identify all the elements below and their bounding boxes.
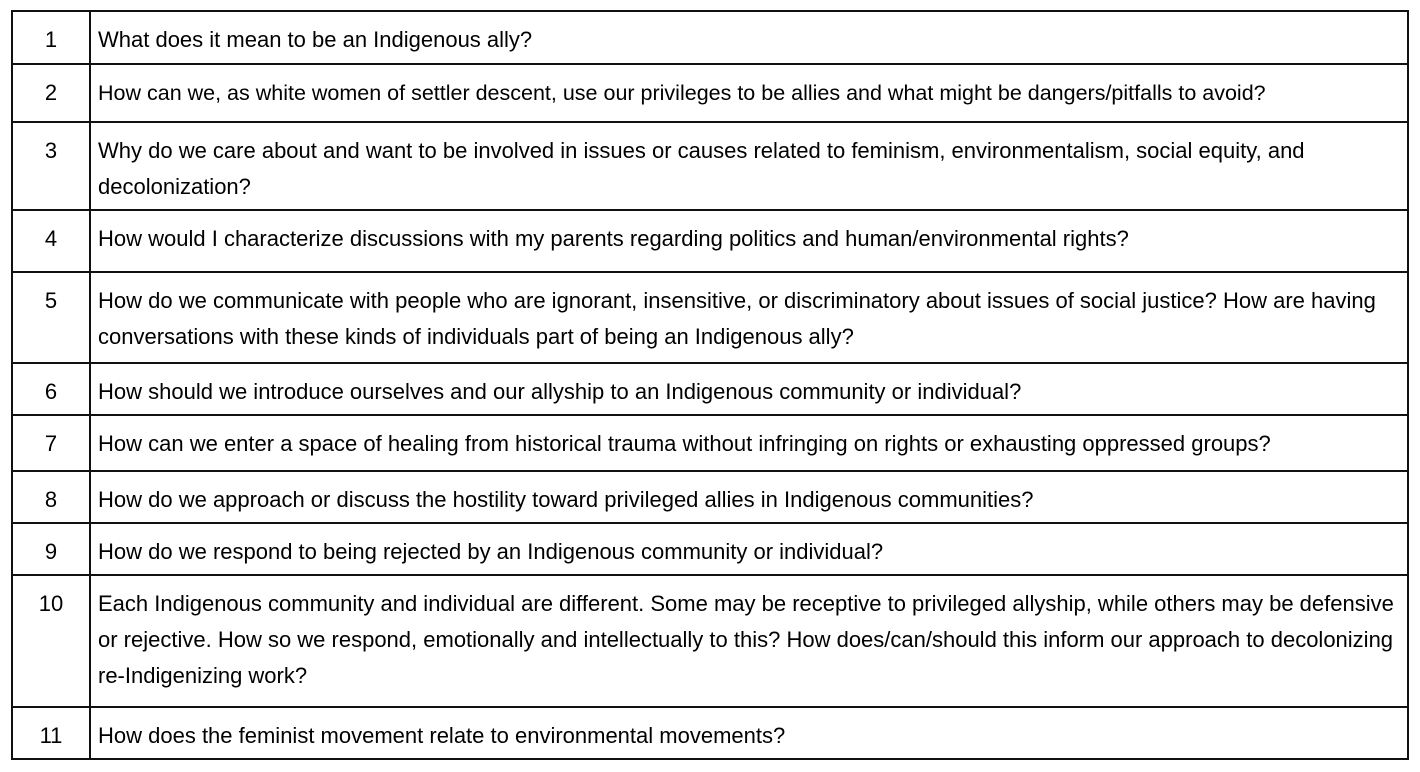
row-number: 2 xyxy=(12,64,90,122)
question-text: How can we, as white women of settler descent, use our privileges to be allies and what might be dangers/pitfalls to avoid? xyxy=(90,64,1408,122)
table-row xyxy=(12,575,1408,707)
table-row xyxy=(12,272,1408,363)
row-number: 10 xyxy=(12,575,90,707)
table-row xyxy=(12,11,1408,64)
question-text: Each Indigenous community and individual are different. Some may be receptive to privileged allyship, while others may be defensive or rejective. How so we respond, emotionally and intellectually to this? How does/can/should this inform our approach to decolonizing re-Indigenizing work? xyxy=(90,575,1408,707)
questions-table xyxy=(11,10,1409,760)
question-text: How do we communicate with people who are ignorant, insensitive, or discriminatory about issues of social justice? How are having conversations with these kinds of individuals part of being an Indigenous ally? xyxy=(90,272,1408,363)
table-row xyxy=(12,415,1408,471)
table-row xyxy=(12,64,1408,122)
question-text: How do we approach or discuss the hostility toward privileged allies in Indigenous communities? xyxy=(90,471,1408,523)
row-number: 8 xyxy=(12,471,90,523)
question-text: How does the feminist movement relate to environmental movements? xyxy=(90,707,1408,759)
row-number: 5 xyxy=(12,272,90,363)
row-number: 11 xyxy=(12,707,90,759)
row-number: 9 xyxy=(12,523,90,575)
question-text: How should we introduce ourselves and our allyship to an Indigenous community or individual? xyxy=(90,363,1408,415)
row-number: 4 xyxy=(12,210,90,272)
question-text: How can we enter a space of healing from historical trauma without infringing on rights or exhausting oppressed groups? xyxy=(90,415,1408,471)
row-number: 7 xyxy=(12,415,90,471)
table-row xyxy=(12,122,1408,210)
row-number: 6 xyxy=(12,363,90,415)
question-text: What does it mean to be an Indigenous ally? xyxy=(90,11,1408,64)
table-row xyxy=(12,471,1408,523)
row-number: 1 xyxy=(12,11,90,64)
question-text: Why do we care about and want to be involved in issues or causes related to feminism, environmentalism, social equity, and decolonization? xyxy=(90,122,1408,210)
table-row xyxy=(12,363,1408,415)
table-row xyxy=(12,523,1408,575)
table-row xyxy=(12,210,1408,272)
row-number: 3 xyxy=(12,122,90,210)
question-text: How do we respond to being rejected by an Indigenous community or individual? xyxy=(90,523,1408,575)
table-row xyxy=(12,707,1408,759)
question-text: How would I characterize discussions with my parents regarding politics and human/environmental rights? xyxy=(90,210,1408,272)
